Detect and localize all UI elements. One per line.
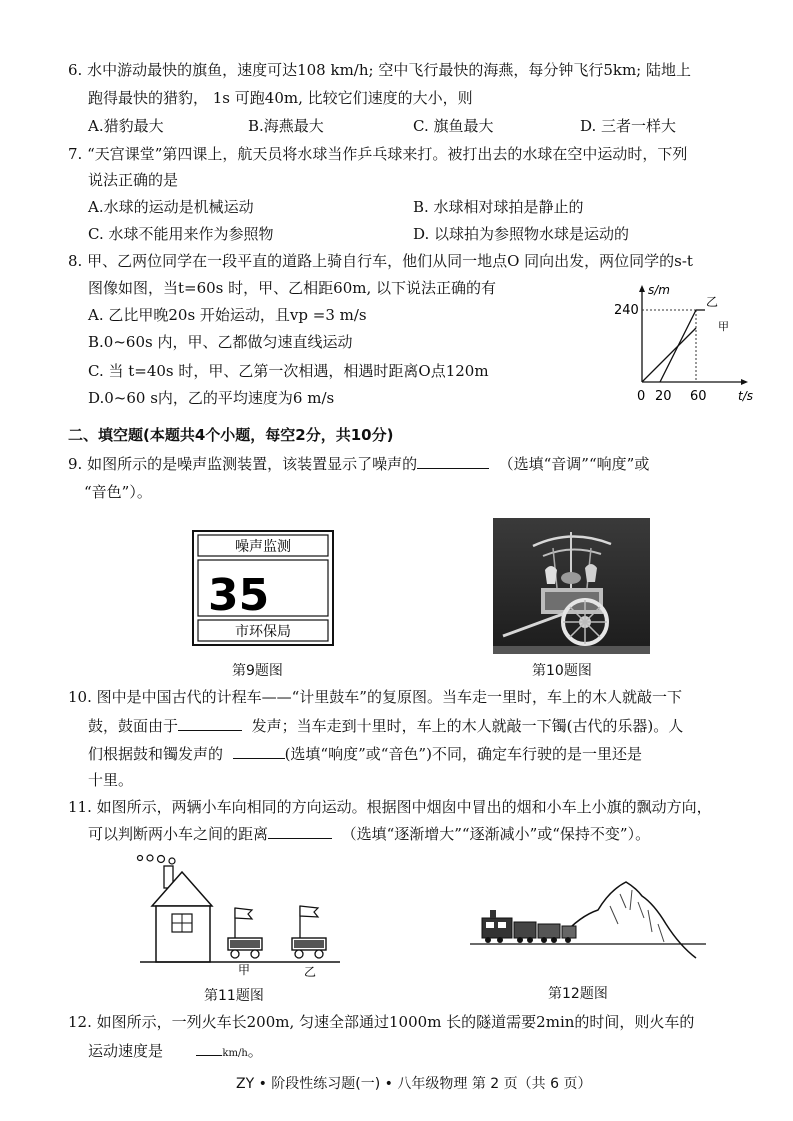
q6-option-b: B.海燕最大	[248, 117, 324, 135]
y-tick-240: 240	[614, 303, 639, 318]
drum-carriage-photo	[493, 518, 650, 654]
q9-line2: “音色”）。	[84, 483, 152, 501]
page-footer: ZY • 阶段性练习题(一) • 八年级物理 第 2 页（共 6 页）	[236, 1076, 592, 1092]
q11-line1: 11. 如图所示，两辆小车向相同的方向运动。根据图中烟囱中冒出的烟和小车上小旗的飘动方向，	[68, 798, 712, 816]
q10-line4: 十里。	[88, 771, 134, 789]
device-top-label: 噪声监测	[235, 539, 291, 555]
series-label-jia: 甲	[718, 320, 729, 333]
q12-line1: 12. 如图所示，一列火车长200m, 匀速全部通过1000m 长的隧道需要2min的时间，则火车的	[68, 1013, 695, 1031]
q7-option-c: C. 水球不能用来作为参照物	[88, 225, 274, 243]
q12-answer-blank[interactable]	[196, 1041, 222, 1056]
q12-unit: km/h	[222, 1048, 248, 1059]
q7-option-b: B. 水球相对球拍是静止的	[413, 198, 584, 216]
q7-line2: 说法正确的是	[88, 171, 179, 189]
q8-option-a: A. 乙比甲晚20s 开始运动，且vp =3 m/s	[88, 306, 367, 324]
x-tick-60: 60	[690, 389, 707, 404]
q8-option-b: B.0~60s 内，甲、乙都做匀速直线运动	[88, 333, 353, 351]
q10-answer-blank-2[interactable]	[233, 744, 285, 759]
q11-line2-a: 可以判断两小车之间的距离	[88, 825, 269, 843]
q8-st-chart	[606, 282, 756, 404]
car-label-jia: 甲	[238, 963, 251, 977]
q9-caption: 第9题图	[232, 663, 283, 679]
train-tunnel-figure	[470, 876, 706, 976]
q6-line1: 6. 水中游动最快的旗鱼，速度可达108 km/h; 空中飞行最快的海燕，每分钟飞行5km; 陆地上	[68, 61, 692, 79]
q12-caption: 第12题图	[548, 986, 608, 1002]
q10-line1: 10. 图中是中国古代的计程车——“计里鼓车”的复原图。当车走一里时，车上的木人就敲一下	[68, 688, 682, 706]
q10-line2-a: 鼓，鼓面由于	[88, 717, 179, 735]
section2-title: 二、填空题(本题共4个小题，每空2分，共10分)	[68, 426, 394, 444]
q8-option-c: C. 当 t=40s 时，甲、乙第一次相遇，相遇时距离O点120m	[88, 362, 489, 380]
q6-option-a: A.猎豹最大	[88, 117, 164, 135]
q10-line2-b: 发声；当车走到十里时，车上的木人就敲一下镯(古代的乐器)。人	[251, 717, 684, 735]
q9-text-a: 9. 如图所示的是噪声监测装置，该装置显示了噪声的	[68, 455, 418, 473]
y-axis-label: s/m	[648, 283, 670, 297]
q10-line2	[88, 716, 683, 736]
q7-option-a: A.水球的运动是机械运动	[88, 198, 254, 216]
q10-line3-a: 们根据鼓和镯发声的	[88, 745, 224, 763]
q11-answer-blank[interactable]	[268, 824, 332, 839]
q12-line2	[88, 1041, 263, 1064]
q6-line2: 跑得最快的猎豹， 1s 可跑40m, 比较它们速度的大小，则	[88, 89, 473, 107]
q9-line1	[68, 454, 649, 474]
q7-line1: 7. “天宫课堂”第四课上，航天员将水球当作乒乓球来打。被打出去的水球在空中运动时，下列	[68, 145, 688, 163]
series-line-jia	[642, 328, 696, 382]
q10-answer-blank-1[interactable]	[178, 716, 242, 731]
house-and-cars-figure	[134, 852, 350, 980]
car-label-yi: 乙	[304, 965, 317, 979]
q12-line2-a: 运动速度是	[88, 1042, 164, 1060]
series-label-yi: 乙	[706, 295, 719, 309]
q6-option-d: D. 三者一样大	[580, 117, 677, 135]
q7-option-d: D. 以球拍为参照物水球是运动的	[413, 225, 630, 243]
q11-line2	[88, 824, 650, 844]
y-axis-arrow	[639, 285, 645, 292]
q12-line2-end: 。	[247, 1042, 263, 1060]
x-axis-arrow	[741, 379, 748, 385]
q8-option-d: D.0~60 s内，乙的平均速度为6 m/s	[88, 389, 335, 407]
q9-text-b: （选填“音调”“响度”或	[498, 455, 650, 473]
x-tick-20: 20	[655, 389, 672, 404]
device-bottom-label: 市环保局	[235, 624, 291, 640]
q11-caption: 第11题图	[204, 988, 264, 1004]
x-tick-0: 0	[637, 389, 646, 404]
q9-answer-blank[interactable]	[417, 454, 489, 469]
q8-line2: 图像如图，当t=60s 时，甲、乙相距60m, 以下说法正确的有	[88, 279, 496, 297]
q10-line3	[88, 744, 642, 764]
q8-line1: 8. 甲、乙两位同学在一段平直的道路上骑自行车，他们从同一地点O 同向出发，两位同学的s-t	[68, 252, 693, 270]
device-reading: 35	[208, 570, 270, 621]
q10-line3-b: (选填“响度”或“音色”)不同，确定车行驶的是一里还是	[284, 745, 642, 763]
noise-monitor-figure	[192, 530, 334, 646]
x-axis-label: t/s	[738, 389, 753, 403]
series-line-yi	[660, 310, 696, 382]
q11-line2-b: （选填“逐渐增大”“逐渐减小”或“保持不变”）。	[341, 825, 651, 843]
q10-caption: 第10题图	[532, 663, 592, 679]
q6-option-c: C. 旗鱼最大	[413, 117, 494, 135]
